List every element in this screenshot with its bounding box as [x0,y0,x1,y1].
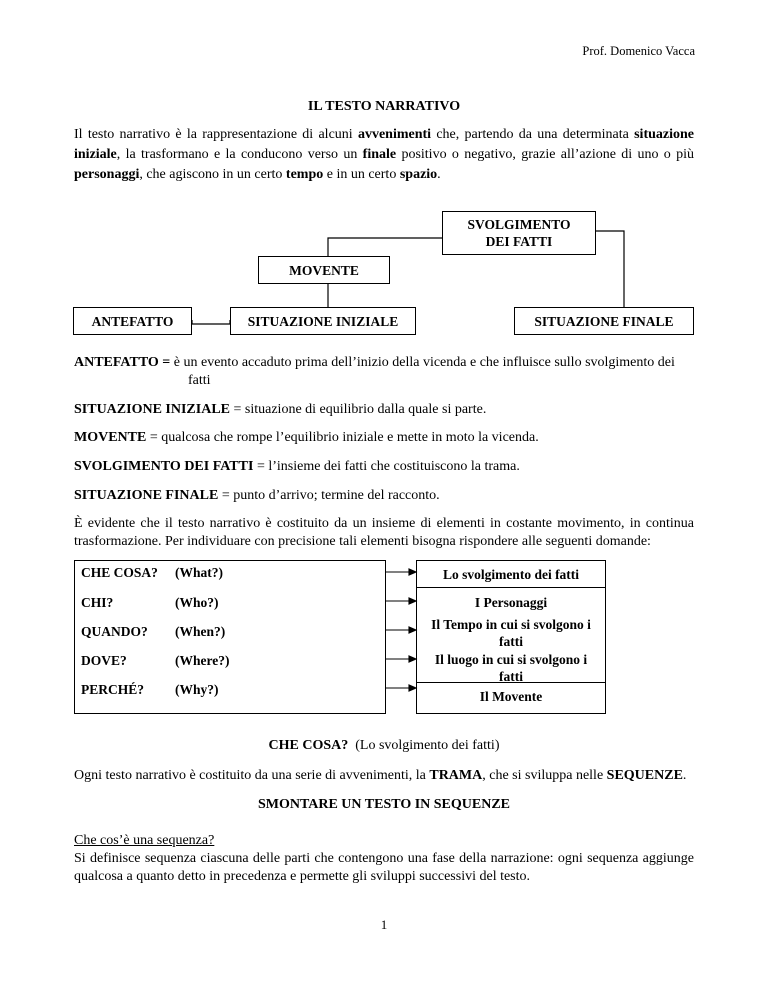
page-header-author: Prof. Domenico Vacca [582,44,695,58]
text-run: Il testo narrativo è la rappresentazione di alcuni [74,127,358,142]
text-run: , la trasformano e la conducono verso un [116,147,363,162]
question-row: DOVE? (Where?) [81,653,230,668]
bold-keyword: spazio [399,167,438,182]
text-run: positivo o negativo, grazie all’azione di uno o più [396,147,694,162]
text-run: , che si sviluppa nelle [482,768,607,783]
question-row: CHI? (Who?) [81,595,219,610]
sequenze-title: SMONTARE UN TESTO IN SEQUENZE [257,797,511,812]
answer-cell: Lo svolgimento dei fatti [417,561,605,588]
text-run: che, partendo da una determinata [431,127,635,142]
text-run: . [682,768,687,783]
definition-movente: MOVENTE = qualcosa che rompe l’equilibrio iniziale e mette in moto la vicenda. [74,430,539,445]
box-antefatto: ANTEFATTO [73,307,192,335]
text-run: e in un certo [323,167,400,182]
box-situazione-iniziale: SITUAZIONE INIZIALE [230,307,416,335]
answer-cell: I Personaggi [474,595,548,610]
bold-keyword: finale [362,147,397,162]
answer-cell: Il luogo in cui si svolgono i fatti [434,652,588,684]
answers-table [416,560,606,714]
question-row: QUANDO? (When?) [81,624,226,639]
box-svolgimento-dei-fatti: SVOLGIMENTO DEI FATTI [442,211,596,255]
bold-keyword: situazione iniziale [74,127,694,162]
bold-keyword: avvenimenti [357,127,432,142]
definition-situazione-iniziale: SITUAZIONE INIZIALE = situazione di equilibrio dalla quale si parte. [74,402,487,417]
answer-cell: Il Tempo in cui si svolgono i fatti [431,617,591,649]
text-run: . [437,167,441,182]
sequenza-question: Che cos’è una sequenza? [74,833,215,848]
definition-antefatto: ANTEFATTO = è un evento accaduto prima dell’inizio della vicenda e che influisce sullo svolgimento dei fatti [74,355,675,388]
question-row: CHE COSA? (What?) [81,565,223,580]
answer-cell: Il Movente [417,682,605,714]
bold-keyword: SEQUENZE [606,768,683,783]
box-situazione-finale: SITUAZIONE FINALE [514,307,694,335]
trama-paragraph [74,767,694,785]
box-movente: MOVENTE [258,256,390,284]
question-row: PERCHÉ? (Why?) [81,682,219,697]
definition-svolgimento: SVOLGIMENTO DEI FATTI = l’insieme dei fatti che costituiscono la trama. [74,459,520,474]
page-title: IL TESTO NARRATIVO [307,99,461,114]
page-number: 1 [380,917,388,932]
che-cosa-heading: CHE COSA? (Lo svolgimento dei fatti) [268,738,500,753]
bold-keyword: tempo [285,167,324,182]
questions-intro-paragraph: È evidente che il testo narrativo è costituito da un insieme di elementi in costante movimento, in continua trasformazione. Per individuare con precisione tali elementi bisogna rispondere alle seguenti domande: [74,516,694,549]
definition-situazione-finale: SITUAZIONE FINALE = punto d’arrivo; termine del racconto. [74,488,440,503]
bold-keyword: personaggi [74,167,140,182]
bold-keyword: TRAMA [429,768,483,783]
text-run: Ogni testo narrativo è costituito da una serie di avvenimenti, la [74,768,430,783]
sequenza-definition: Si definisce sequenza ciascuna delle parti che contengono una fase della narrazione: ogni sequenza aggiunge qualcosa a quanto detto in precedenza e permette gli sviluppi successivi del testo. [74,851,694,884]
text-run: , che agiscono in un certo [139,167,286,182]
questions-table [74,560,386,714]
